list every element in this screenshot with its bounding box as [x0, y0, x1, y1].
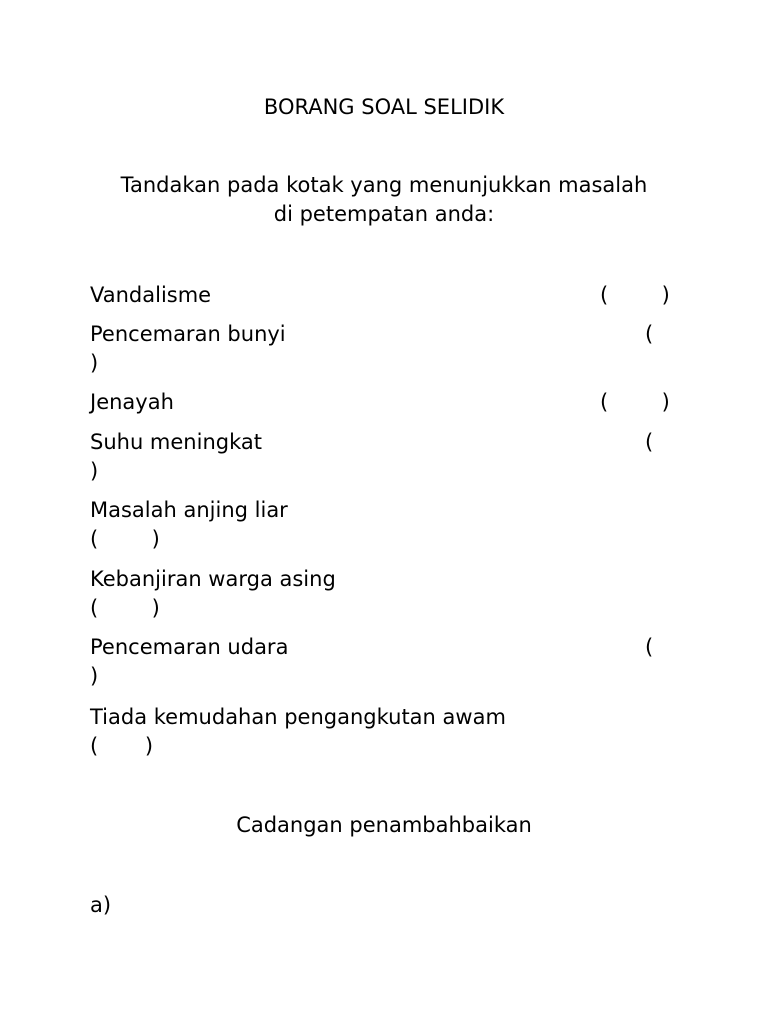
instruction-text	[0, 171, 768, 229]
suggestion-item-a[interactable]: a)	[90, 893, 112, 917]
checkbox-open-pencemaran-bunyi[interactable]: (	[645, 322, 654, 346]
item-label-vandalisme: Vandalisme	[90, 283, 212, 307]
checkbox-masalah-anjing-liar[interactable]: ( )	[90, 527, 160, 551]
suggestion-heading: Cadangan penambahbaikan	[236, 813, 532, 837]
instruction-line-2: di petempatan anda:	[273, 202, 495, 226]
item-label-tiada-kemudahan-pengangkutan-awam: Tiada kemudahan pengangkutan awam	[90, 705, 506, 729]
item-label-pencemaran-udara: Pencemaran udara	[90, 635, 289, 659]
item-label-suhu-meningkat: Suhu meningkat	[90, 430, 262, 454]
checkbox-open-suhu-meningkat[interactable]: (	[645, 430, 654, 454]
item-label-masalah-anjing-liar: Masalah anjing liar	[90, 498, 288, 522]
checkbox-jenayah[interactable]: ( )	[600, 390, 670, 414]
checkbox-open-pencemaran-udara[interactable]: (	[645, 635, 654, 659]
checkbox-tiada-kemudahan-pengangkutan-awam[interactable]: ( )	[90, 734, 154, 758]
document-title: BORANG SOAL SELIDIK	[263, 95, 505, 119]
checkbox-close-pencemaran-udara[interactable]: )	[90, 664, 99, 688]
checkbox-vandalisme[interactable]: ( )	[600, 283, 670, 307]
item-label-pencemaran-bunyi: Pencemaran bunyi	[90, 322, 286, 346]
item-label-jenayah: Jenayah	[90, 390, 174, 414]
instruction-line-1: Tandakan pada kotak yang menunjukkan masalah	[120, 173, 648, 197]
checkbox-close-pencemaran-bunyi[interactable]: )	[90, 351, 99, 375]
item-label-kebanjiran-warga-asing: Kebanjiran warga asing	[90, 567, 336, 591]
checkbox-close-suhu-meningkat[interactable]: )	[90, 459, 99, 483]
checkbox-kebanjiran-warga-asing[interactable]: ( )	[90, 596, 160, 620]
